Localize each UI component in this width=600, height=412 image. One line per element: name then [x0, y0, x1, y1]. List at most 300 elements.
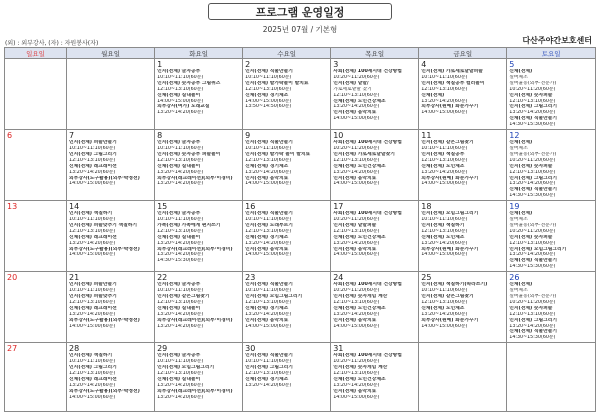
- event-line: 10:10~11:10(60분): [157, 145, 204, 151]
- event-line: 14:00~15:00(60분): [421, 323, 468, 329]
- event-line: 외부강사(도구활용)(외부·박정선): [69, 317, 140, 323]
- event-line: 14:00~15:00(60분): [333, 116, 380, 122]
- event-line: 14:00~15:00(60분): [69, 252, 116, 258]
- event-line: 13:20~14:20(60분): [157, 311, 204, 317]
- event-line: 14:00~15:00(60분): [333, 252, 380, 258]
- day-cell: [331, 201, 419, 272]
- day-number: 5: [509, 60, 515, 69]
- event-line: 신체(전체) 직물만들기: [509, 116, 558, 122]
- day-cell: [243, 343, 331, 412]
- day-cell: [155, 130, 243, 201]
- event-line: 외부강사(레크레이션)(외부·이경미): [157, 317, 233, 323]
- day-cell: [155, 201, 243, 272]
- event-line: 12:10~13:10(60분): [245, 370, 292, 376]
- event-line: 인지(전체) 음악치료: [245, 317, 289, 323]
- day-number: 4: [421, 60, 427, 69]
- day-cell: [155, 272, 243, 343]
- event-line: 13:20~14:20(60분): [421, 311, 468, 317]
- event-line: 인지(전체) 발가락 놀이 발치료: [245, 151, 311, 157]
- event-line: 13:20~14:20(60분): [509, 323, 556, 329]
- calendar-body: [5, 59, 596, 412]
- day-cell: [331, 130, 419, 201]
- day-cell: [5, 130, 67, 201]
- event-line: 12:10~13:10(60분): [245, 157, 292, 163]
- event-line: 가족(전체) 가족에게 편지쓰기: [157, 222, 221, 228]
- event-line: 신체(전체) 노인건강체조: [333, 376, 386, 382]
- event-line: 13:20~14:20(60분): [421, 98, 468, 104]
- day-number: 28: [69, 344, 80, 354]
- day-number: 8: [157, 131, 163, 141]
- day-cell: [67, 130, 155, 201]
- event-line: 10:20~11:20(60분): [333, 359, 380, 365]
- event-line: 외부강사(원예) 화분가꾸기: [421, 246, 479, 252]
- event-line: 실버율동(외부·전문가): [509, 294, 557, 299]
- event-line: 인지(전체) 색칠하기: [69, 353, 113, 359]
- day-number: 29: [157, 344, 168, 354]
- event-line: 인지(전체) 숫자퍼즐: [509, 305, 553, 311]
- event-line: 인지(전체) 그림그리기: [69, 151, 117, 157]
- event-line: 10:10~11:10(60분): [157, 217, 204, 223]
- event-line: 인지(전체) 직물만들기: [245, 353, 293, 359]
- event-line: 13:20~14:20(60분): [157, 169, 204, 175]
- day-number: 3: [333, 60, 339, 69]
- event-line: 인지(전체) 그림그리기: [509, 317, 558, 323]
- event-line: 인지(전체) 숫자공부 퍼즐놀이: [157, 151, 221, 157]
- day-cell: [507, 343, 596, 412]
- event-line: 14:00~15:00(60분): [333, 323, 380, 329]
- day-cell: [331, 59, 419, 130]
- event-line: 13:20~14:20(60분): [69, 382, 116, 388]
- event-line: 사회(전체) 100세시대 건강방법: [333, 353, 402, 359]
- event-line: 신체(전체) 노인체조: [421, 163, 465, 169]
- event-line: 13:20~14:20(60분): [69, 311, 116, 317]
- event-line: 10:10~11:10(60분): [245, 359, 292, 365]
- event-line: 10:10~11:10(60분): [157, 288, 204, 294]
- event-line: 실버체조: [509, 145, 528, 151]
- day-number: 25: [421, 273, 432, 283]
- event-line: 12:10~13:10(60분): [245, 86, 292, 92]
- event-line: 신체(전체) 실내놀이: [157, 163, 201, 169]
- event-line: 인지(전체) 글자공부: [157, 69, 201, 74]
- day-number: 9: [245, 131, 251, 141]
- event-line: 외부강사(레크레이션)(외부·이경미): [157, 175, 233, 181]
- event-line: 외부강사(레크레이션)(외부·이경미): [157, 388, 233, 394]
- day-number: 27: [7, 344, 18, 354]
- day-number: 11: [421, 131, 432, 141]
- day-number: 31: [333, 344, 344, 354]
- legend-text: (외) : 외부강사, (자) : 자원봉사(자): [5, 40, 99, 47]
- day-number: 22: [157, 273, 168, 283]
- day-cell: [5, 343, 67, 412]
- event-line: 인지(전체) 퍼즐맞추기 색칠하기: [69, 222, 138, 228]
- event-line: 신체(전체) 노인건강체조: [333, 163, 386, 169]
- event-line: 12:10~13:10(60분): [69, 299, 116, 305]
- event-line: 인지(전체) 그림그리기: [69, 365, 117, 371]
- day-cell: [419, 343, 507, 412]
- event-line: 13:20~14:20(60분): [157, 240, 204, 246]
- event-line: 인지(전체) 숫자게임 계산: [333, 294, 388, 299]
- day-cell: [67, 59, 155, 130]
- event-line: 12:10~13:10(60분): [69, 370, 116, 376]
- event-line: 신체(전체) 경기체조: [245, 92, 289, 98]
- event-line: 13:20~14:20(60분): [421, 240, 468, 246]
- weekday-header-tue: 화요일: [155, 48, 243, 59]
- day-cell: [507, 201, 596, 272]
- event-line: 12:10~13:10(60분): [509, 98, 556, 104]
- event-line: 인지(전체) 음악치료: [333, 388, 377, 394]
- event-line: 12:10~13:10(60분): [69, 157, 116, 163]
- event-line: 10:10~11:10(60분): [69, 217, 116, 223]
- event-line: 인지(전체) 발가락놀이 발치료: [245, 80, 309, 86]
- event-line: 13:20~14:20(60분): [157, 394, 204, 400]
- event-line: 10:10~11:10(60분): [69, 359, 116, 365]
- day-number: 13: [7, 202, 18, 212]
- event-line: 신체(전체) 직물만들기: [509, 258, 558, 264]
- event-line: 인지(전체) 모임그림그리기: [509, 246, 567, 252]
- event-line: 인지(전체) 같은그림찾기: [157, 294, 210, 299]
- event-line: 13:20~14:20(60분): [157, 382, 204, 388]
- day-number: 21: [69, 273, 80, 283]
- event-line: 외부강사(여가) 노래교실: [157, 104, 210, 110]
- event-line: 인지(전체) 그림그리기: [509, 104, 558, 110]
- center-name: 다산주야간보호센터: [522, 36, 592, 45]
- event-line: 12:10~13:10(60분): [509, 169, 556, 175]
- day-number: 30: [245, 344, 256, 354]
- event-line: 10:20~11:20(60분): [509, 157, 556, 163]
- event-line: 인지(전체) 숫자퍼즐: [509, 234, 553, 240]
- event-line: 신체(전체) 실내놀이: [157, 92, 201, 98]
- event-line: 신체(전체) 경기체조: [245, 234, 289, 240]
- event-line: 신체(전체) 노인건강체조: [333, 98, 386, 104]
- event-line: 신체(전체) 레크레이션: [69, 163, 117, 169]
- event-line: 10:10~11:10(60분): [421, 145, 468, 151]
- event-line: 10:10~11:10(60분): [157, 74, 204, 80]
- event-line: 인지(전체) 색칠하기: [421, 222, 465, 228]
- event-line: 10:10~11:10(60분): [421, 74, 468, 80]
- event-line: 13:20~14:20(60분): [333, 240, 380, 246]
- event-line: 10:10~11:10(60분): [69, 145, 116, 151]
- day-number: 26: [509, 273, 520, 283]
- day-cell: [243, 130, 331, 201]
- event-line: 13:20~14:20(60분): [157, 181, 204, 187]
- day-number: 23: [245, 273, 256, 283]
- event-line: 인지(전체) 숫자게임 계산: [333, 365, 388, 371]
- day-cell: [67, 343, 155, 412]
- event-line: 신체(전체) 노인건강체조: [333, 305, 386, 311]
- day-number: 10: [333, 131, 344, 141]
- event-line: 인지(전체) 음악치료: [333, 110, 377, 116]
- event-line: 12:10~13:10(60분): [157, 299, 204, 305]
- event-line: 인지(전체) 퍼즐만들기: [69, 140, 117, 146]
- weekday-header-sat: 토요일: [507, 48, 596, 59]
- weekday-header-mon: 월요일: [67, 48, 155, 59]
- event-line: 12:10~13:10(60분): [157, 157, 204, 163]
- event-line: 10:10~11:10(60분): [245, 217, 292, 223]
- event-line: 인지(전체) 음악치료: [333, 246, 377, 252]
- event-line: 14:00~15:00(60분): [245, 181, 292, 187]
- event-line: 신체(전체) 레크레이션: [69, 305, 117, 311]
- day-cell: [419, 59, 507, 130]
- event-line: 신체(전체) 직물만들기: [509, 329, 558, 335]
- event-line: 신체(전체) 레크레이션: [69, 234, 117, 240]
- event-line: 12:10~13:10(60분): [333, 228, 380, 234]
- event-line: 10:20~11:20(60분): [333, 74, 380, 80]
- event-line: 외부강사(레크레이션)(외부·이경미): [157, 246, 233, 252]
- event-line: 신체(전체) 경기체조: [245, 163, 289, 169]
- day-number: 17: [333, 202, 344, 212]
- event-line: 인지(전체) 색칠공부: [421, 151, 465, 157]
- event-line: 인지(전체) 숫자퍼즐: [509, 163, 553, 169]
- event-line: 13:20~14:20(60분): [509, 252, 556, 258]
- event-line: 신체(전체) 경기체조: [245, 376, 289, 382]
- event-line: 14:30~15:30(60분): [509, 193, 556, 199]
- day-number: 7: [69, 131, 75, 141]
- event-line: 인지(전체) 직물만들기: [245, 69, 293, 74]
- event-line: 12:10~13:10(60분): [333, 370, 380, 376]
- day-cell: [155, 59, 243, 130]
- event-line: 외부강사(원예) 화분가꾸기: [421, 104, 479, 110]
- event-line: 인지(전체) 퍼즐만들기: [69, 282, 117, 288]
- event-line: 신체(전체) 실내놀이: [157, 305, 201, 311]
- week-row: [5, 130, 596, 201]
- event-line: 외부강사(도구활용)(외부·박정선): [69, 388, 140, 394]
- event-line: 신체(전체) 경기체조: [245, 305, 289, 311]
- event-line: 인지(전체) 글자공부: [157, 140, 201, 146]
- day-number: 1: [157, 60, 163, 69]
- day-number: 16: [245, 202, 256, 212]
- event-line: 인지(전체) 같은그림찾기: [421, 294, 474, 299]
- event-line: 12:10~13:10(60분): [509, 311, 556, 317]
- event-line: 실버체조: [509, 217, 528, 223]
- event-line: 13:20~14:20(60분): [333, 169, 380, 175]
- event-line: 사회(전체) 100세시대 건강방법: [333, 211, 402, 217]
- event-line: 14:30~15:30(60분): [509, 335, 556, 341]
- day-number: 18: [421, 202, 432, 212]
- event-line: 12:10~13:10(60분): [421, 299, 468, 305]
- event-line: 인지(전체) 음악치료: [245, 175, 289, 181]
- day-cell: [507, 272, 596, 343]
- event-line: 인지(전체) 음악치료: [333, 317, 377, 323]
- day-cell: [5, 272, 67, 343]
- event-line: 14:00~15:00(60분): [69, 181, 116, 187]
- day-cell: [67, 201, 155, 272]
- event-line: 사회(전체) 100세시대 건강방법: [333, 282, 402, 288]
- day-cell: [243, 272, 331, 343]
- day-number: 19: [509, 202, 520, 212]
- event-line: 인지(전체) 숫자퍼즐: [509, 92, 553, 98]
- event-line: 실버율동(외부·전문가): [509, 80, 557, 86]
- weekday-header-row: [5, 48, 596, 59]
- event-line: 13:20~14:20(60분): [421, 169, 468, 175]
- event-line: 10:10~11:10(60분): [157, 359, 204, 365]
- event-line: 12:10~13:10(60분): [69, 228, 116, 234]
- event-line: 인지(전체) 낱말퍼즐: [333, 222, 377, 228]
- event-line: 13:20~14:20(60분): [333, 382, 380, 388]
- day-cell: [155, 343, 243, 412]
- event-line: 신체(전체): [509, 282, 533, 288]
- event-line: 14:00~15:00(60분): [69, 394, 116, 400]
- week-row: [5, 272, 596, 343]
- event-line: 12:10~13:10(60분): [421, 86, 468, 92]
- event-line: 인지(전체) 모임그림그리기: [421, 211, 479, 217]
- event-line: 실버체조: [509, 74, 528, 80]
- day-cell: [419, 130, 507, 201]
- event-line: 신체(전체) 노인체조: [421, 234, 465, 240]
- event-line: 신체(전체): [509, 211, 533, 217]
- week-row: [5, 201, 596, 272]
- event-line: 인지(전체) 직물만들기: [245, 140, 293, 146]
- event-line: 12:10~13:10(60분): [157, 228, 204, 234]
- day-cell: [507, 130, 596, 201]
- event-line: 10:10~11:10(60분): [421, 288, 468, 294]
- day-number: 6: [7, 131, 13, 141]
- event-line: 실버율동(외부·전문가): [509, 151, 557, 157]
- event-line: 12:10~13:10(60분): [245, 228, 292, 234]
- event-line: 13:20~14:20(60분): [333, 311, 380, 317]
- event-line: 인지(전체) 모임그림그리기: [157, 365, 215, 371]
- event-line: 인지(전체) 글자공부: [157, 353, 201, 359]
- event-line: 신체(전체): [509, 140, 533, 146]
- event-line: 14:00~15:00(60분): [421, 181, 468, 187]
- weekday-header-wed: 수요일: [243, 48, 331, 59]
- event-line: 12:10~13:10(60분): [157, 86, 204, 92]
- event-line: 13:20~14:20(60분): [245, 382, 292, 388]
- event-line: 인지(전체) 낱말/: [333, 80, 369, 86]
- event-line: 13:20~14:20(60분): [509, 110, 556, 116]
- event-line: 인지(전체) 노래부르기: [245, 222, 293, 228]
- event-line: 13:50~14:50(60분): [245, 104, 292, 110]
- page-title: 프로그램 운영일정: [208, 3, 392, 20]
- day-cell: [67, 272, 155, 343]
- day-number: 24: [333, 273, 344, 283]
- day-cell: [5, 201, 67, 272]
- page-subtitle: 2025년 07월 / 기본형: [262, 25, 338, 34]
- event-line: 12:10~13:10(60분): [421, 228, 468, 234]
- day-number: 20: [7, 273, 18, 283]
- day-number: 15: [157, 202, 168, 212]
- event-line: 신체(전체): [509, 69, 533, 74]
- event-line: 실버율동(외부·전문가): [509, 222, 557, 228]
- event-line: 사회(전체) 100세시대 건강방법: [333, 140, 402, 146]
- event-line: 인지(전체) 직물만들기: [245, 211, 293, 217]
- event-line: 14:30~15:30(60분): [509, 264, 556, 270]
- event-line: 14:00~15:00(60분): [245, 323, 292, 329]
- event-line: 신체(전체) 노인건강체조: [333, 234, 386, 240]
- event-line: 인지(전체) 퍼즐맞추기: [69, 294, 117, 299]
- event-line: 13:20~14:20(60분): [157, 110, 204, 116]
- day-cell: [419, 272, 507, 343]
- weekday-header-fri: 금요일: [419, 48, 507, 59]
- week-row: [5, 59, 596, 130]
- event-line: 인지(전체) 같은그림찾기: [421, 140, 474, 146]
- event-line: 14:30~15:30(60분): [157, 258, 204, 264]
- event-line: 10:10~11:10(60분): [421, 217, 468, 223]
- event-line: 10:20~11:20(60분): [509, 86, 556, 92]
- event-line: 외부강사(도구활용)(외부·박정선): [69, 175, 140, 181]
- event-line: 10:10~11:10(60분): [245, 74, 292, 80]
- event-line: 10:20~11:20(60분): [333, 288, 380, 294]
- day-number: 12: [509, 131, 520, 141]
- event-line: 10:20~11:20(60분): [509, 299, 556, 305]
- day-cell: [243, 59, 331, 130]
- event-line: 10:10~11:10(60분): [69, 288, 116, 294]
- event-line: 12:10~13:10(60분): [157, 370, 204, 376]
- event-line: 10:20~11:20(60분): [333, 217, 380, 223]
- day-cell: [507, 59, 596, 130]
- event-line: 신체(전체) 노인체조: [421, 305, 465, 311]
- event-line: 10:10~11:10(60분): [245, 145, 292, 151]
- day-cell: [419, 201, 507, 272]
- event-line: 인지(전체) 그림그리기: [509, 175, 558, 181]
- event-line: 인지(전체) 색칠하기: [69, 211, 113, 217]
- event-line: 12:10~13:10(60분): [509, 240, 556, 246]
- day-cell: [243, 201, 331, 272]
- event-line: 14:00~15:00(60분): [157, 98, 204, 104]
- event-line: 12:10~13:10(60분): [333, 299, 380, 305]
- event-line: 인지(전체) 색칠공부 컬러놀이: [421, 80, 485, 86]
- event-line: 외부강사(원예) 화분가꾸기: [421, 317, 479, 323]
- event-line: 12:10~13:10(60분): [333, 157, 380, 163]
- event-line: 외부강사(도구활용)(외부·박정선): [69, 246, 140, 252]
- event-line: 인지(전체) 숫자공부 그림퀴즈: [157, 80, 221, 86]
- event-line: 14:30~15:30(60분): [509, 122, 556, 128]
- weekday-header-thu: 목요일: [331, 48, 419, 59]
- event-line: 14:00~15:00(60분): [333, 394, 380, 400]
- day-number: 14: [69, 202, 80, 212]
- event-line: 13:20~14:20(60분): [333, 104, 380, 110]
- event-line: 인지(전체) 음악치료: [245, 246, 289, 252]
- event-line: 14:00~15:00(60분): [245, 98, 292, 104]
- event-line: 인지(전체) 모임그림그리기: [245, 294, 303, 299]
- day-cell: [5, 59, 67, 130]
- event-line: 13:20~14:20(60분): [245, 169, 292, 175]
- event-line: 14:00~15:00(60분): [333, 181, 380, 187]
- event-line: 13:20~14:20(60분): [245, 311, 292, 317]
- day-number: 2: [245, 60, 251, 69]
- event-line: 인지(전체) 글자공부: [157, 211, 201, 217]
- weekday-header-sun: 일요일: [5, 48, 67, 59]
- event-line: 인지(전체) 가로세로낱말찾기: [333, 151, 395, 157]
- event-line: 인지(전체) 가로세로낱말퍼즐: [421, 69, 483, 74]
- event-line: 10:20~11:20(60분): [333, 145, 380, 151]
- event-line: 10:10~11:10(60분): [245, 288, 292, 294]
- event-line: 신체(전체): [421, 92, 445, 98]
- event-line: 가로세로낱말 찾기: [333, 86, 372, 92]
- event-line: 13:20~14:20(60분): [157, 323, 204, 329]
- event-line: 신체(전체) 레크레이션: [69, 376, 117, 382]
- event-line: 인지(전체) 그림그리기: [245, 365, 293, 371]
- event-line: 13:20~14:20(60분): [245, 240, 292, 246]
- event-line: 신체(전체) 실내놀이: [157, 376, 201, 382]
- event-line: 신체(전체) 실내놀이: [157, 234, 201, 240]
- event-line: 14:00~15:00(60분): [69, 323, 116, 329]
- day-cell: [331, 272, 419, 343]
- calendar-table: [4, 47, 596, 412]
- event-line: 13:20~14:20(60분): [157, 252, 204, 258]
- event-line: 13:20~14:20(60분): [69, 169, 116, 175]
- event-line: 13:20~14:20(60분): [509, 181, 556, 187]
- event-line: 인지(전체) 직물만들기: [245, 282, 293, 288]
- event-line: 인지(전체) 음악치료: [333, 175, 377, 181]
- event-line: 10:20~11:20(60분): [509, 228, 556, 234]
- event-line: 실버체조: [509, 288, 528, 294]
- event-line: 12:10~13:10(60분): [245, 299, 292, 305]
- event-line: 사회(전체) 100세시대 건강방법: [333, 69, 402, 74]
- day-cell: [331, 343, 419, 412]
- event-line: 13:20~14:20(60분): [69, 240, 116, 246]
- event-line: 인지(전체) 글자공부: [157, 282, 201, 288]
- event-line: 14:00~15:00(60분): [421, 110, 468, 116]
